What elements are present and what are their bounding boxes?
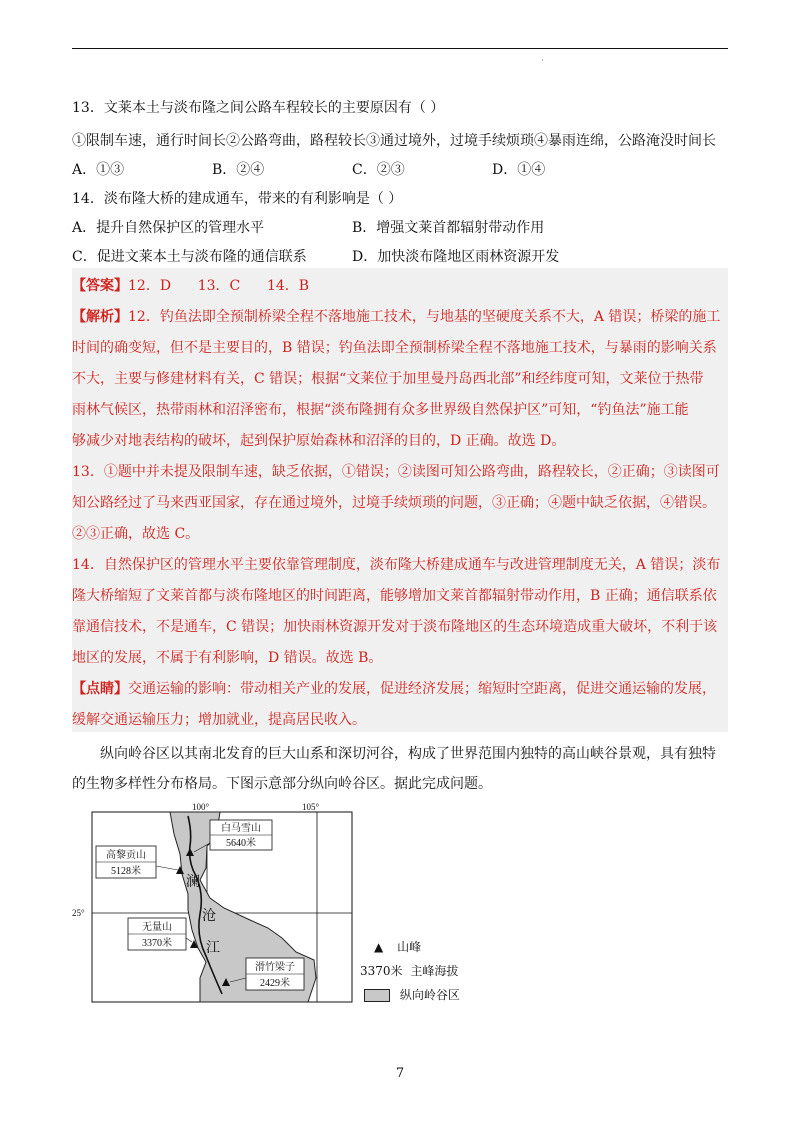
peak-label-gaoligong: 高黎贡山 [106,850,146,861]
analysis-text: 12．钓鱼法即全预制桥梁全程不落地施工技术，与地基的坚硬度关系不大，A 错误；桥梁的施工 [128,309,721,325]
q14-option-d: D．加快淡布隆地区雨林资源开发 [352,249,560,265]
remark-line-1 [72,679,716,699]
analysis-line-7: 知公路经过了马来西亚国家，存在通过境外，过境手续烦琐的问题，③正确；④题中缺乏依据，④错误。 [72,495,716,511]
q13-option-c: C．②③ [352,162,405,178]
answer-line [72,276,309,296]
river-char-3: 江 [206,941,220,956]
header-mark: · [541,56,544,66]
lat-label-25: 25° [72,908,85,918]
peak-label-huazhu: 滑竹梁子 [255,962,295,973]
peak-label-wuliang: 无量山 [142,922,172,933]
legend-elevation [360,962,458,979]
legend-region-label: 纵向岭谷区 [399,988,460,1002]
peak-label-baima: 白马雪山 [221,823,261,834]
q14-option-c: C．促进文莱本土与淡布隆的通信联系 [72,249,307,265]
intro-line-2: 的生物多样性分布格局。下图示意部分纵向岭谷区。据此完成问题。 [72,776,492,792]
answer-text: 12．D 13．C 14．B [128,278,310,294]
longitudinal-range-gorge-map [72,802,492,1010]
region-swatch-icon [364,989,390,1002]
peak-symbol-icon: ▲ [374,940,384,954]
header-rule [72,48,728,49]
remark-tag: 【点睛】 [72,681,128,697]
q13-option-a: A．①③ [72,162,125,178]
remark-text: 交通运输的影响：带动相关产业的发展，促进经济发展；缩短时空距离，促进交通运输的发展， [128,681,716,697]
analysis-line-3: 不大，主要与修建材料有关，C 错误；根据“文莱位于加里曼丹岛西北部”和经纬度可知，文莱位于热带 [72,371,704,387]
legend-elev-label: 主峰海拔 [410,964,459,978]
q13-stem: 13．文莱本土与淡布隆之间公路车程较长的主要原因有（ ） [72,100,445,116]
q13-items: ①限制车速，通行时间长②公路弯曲，路程较长③通过境外，过境手续烦琐④暴雨连绵，公路淹没时间长 [72,133,716,149]
analysis-line-5: 够减少对地表结构的破坏，起到保护原始森林和沼泽的目的，D 正确。故选 D。 [72,433,566,449]
analysis-line-11: 靠通信技术，不是通车，C 错误；加快雨林资源开发对于淡布隆地区的生态环境造成重大破坏，不利于该 [72,619,718,635]
peak-elev-gaoligong: 5128米 [111,866,141,877]
q13-option-b: B．②④ [212,162,265,178]
peak-elev-wuliang: 3370米 [142,938,172,949]
q13-option-d: D．①④ [492,162,546,178]
analysis-tag: 【解析】 [72,309,128,325]
lon-label-100: 100° [192,802,210,812]
legend-elev-sample: 3370米 [360,964,403,978]
legend-peak-label: 山峰 [397,940,422,954]
page-number: 7 [395,1066,405,1081]
analysis-line-12: 地区的发展，不属于有利影响，D 错误。故选 B。 [72,650,383,666]
river-char-1: 澜 [186,875,200,890]
q14-stem: 14．淡布隆大桥的建成通车，带来的有利影响是（ ） [72,191,403,207]
answer-tag: 【答案】 [72,278,128,294]
analysis-line-9: 14．自然保护区的管理水平主要依靠管理制度，淡布隆大桥建成通车与改进管理制度无关，A 错误；淡布 [72,557,721,573]
legend-region [364,986,460,1003]
peak-elev-baima: 5640米 [226,838,256,849]
analysis-line-2: 时间的确变短，但不是主要目的，B 错误；钓鱼法即全预制桥梁全程不落地施工技术，与暴雨的影响关系 [72,340,717,356]
analysis-line-10: 隆大桥缩短了文莱首都与淡布隆地区的时间距离，能够增加文莱首都辐射带动作用，B 正确；通信联系依 [72,588,717,604]
analysis-line-1 [72,307,720,327]
intro-line-1: 纵向岭谷区以其南北发育的巨大山系和深切河谷，构成了世界范围内独特的高山峡谷景观，具有独特 [100,746,716,762]
river-char-2: 沧 [202,909,216,924]
q14-option-a: A．提升自然保护区的管理水平 [72,220,265,236]
q14-option-b: B．增强文莱首都辐射带动作用 [352,220,545,236]
analysis-line-8: ②③正确，故选 C。 [72,526,200,542]
peak-elev-huazhu: 2429米 [260,978,290,989]
analysis-line-4: 雨林气候区，热带雨林和沼泽密布，根据“淡布隆拥有众多世界级自然保护区”可知，“钓鱼法”施工能 [72,402,689,418]
analysis-line-6: 13．①题中并未提及限制车速，缺乏依据，①错误；②读图可知公路弯曲，路程较长，②正确；③读图可 [72,464,720,480]
legend-peak [374,938,421,955]
remark-line-2: 缓解交通运输压力；增加就业，提高居民收入。 [72,712,366,728]
lon-label-105: 105° [302,802,320,812]
